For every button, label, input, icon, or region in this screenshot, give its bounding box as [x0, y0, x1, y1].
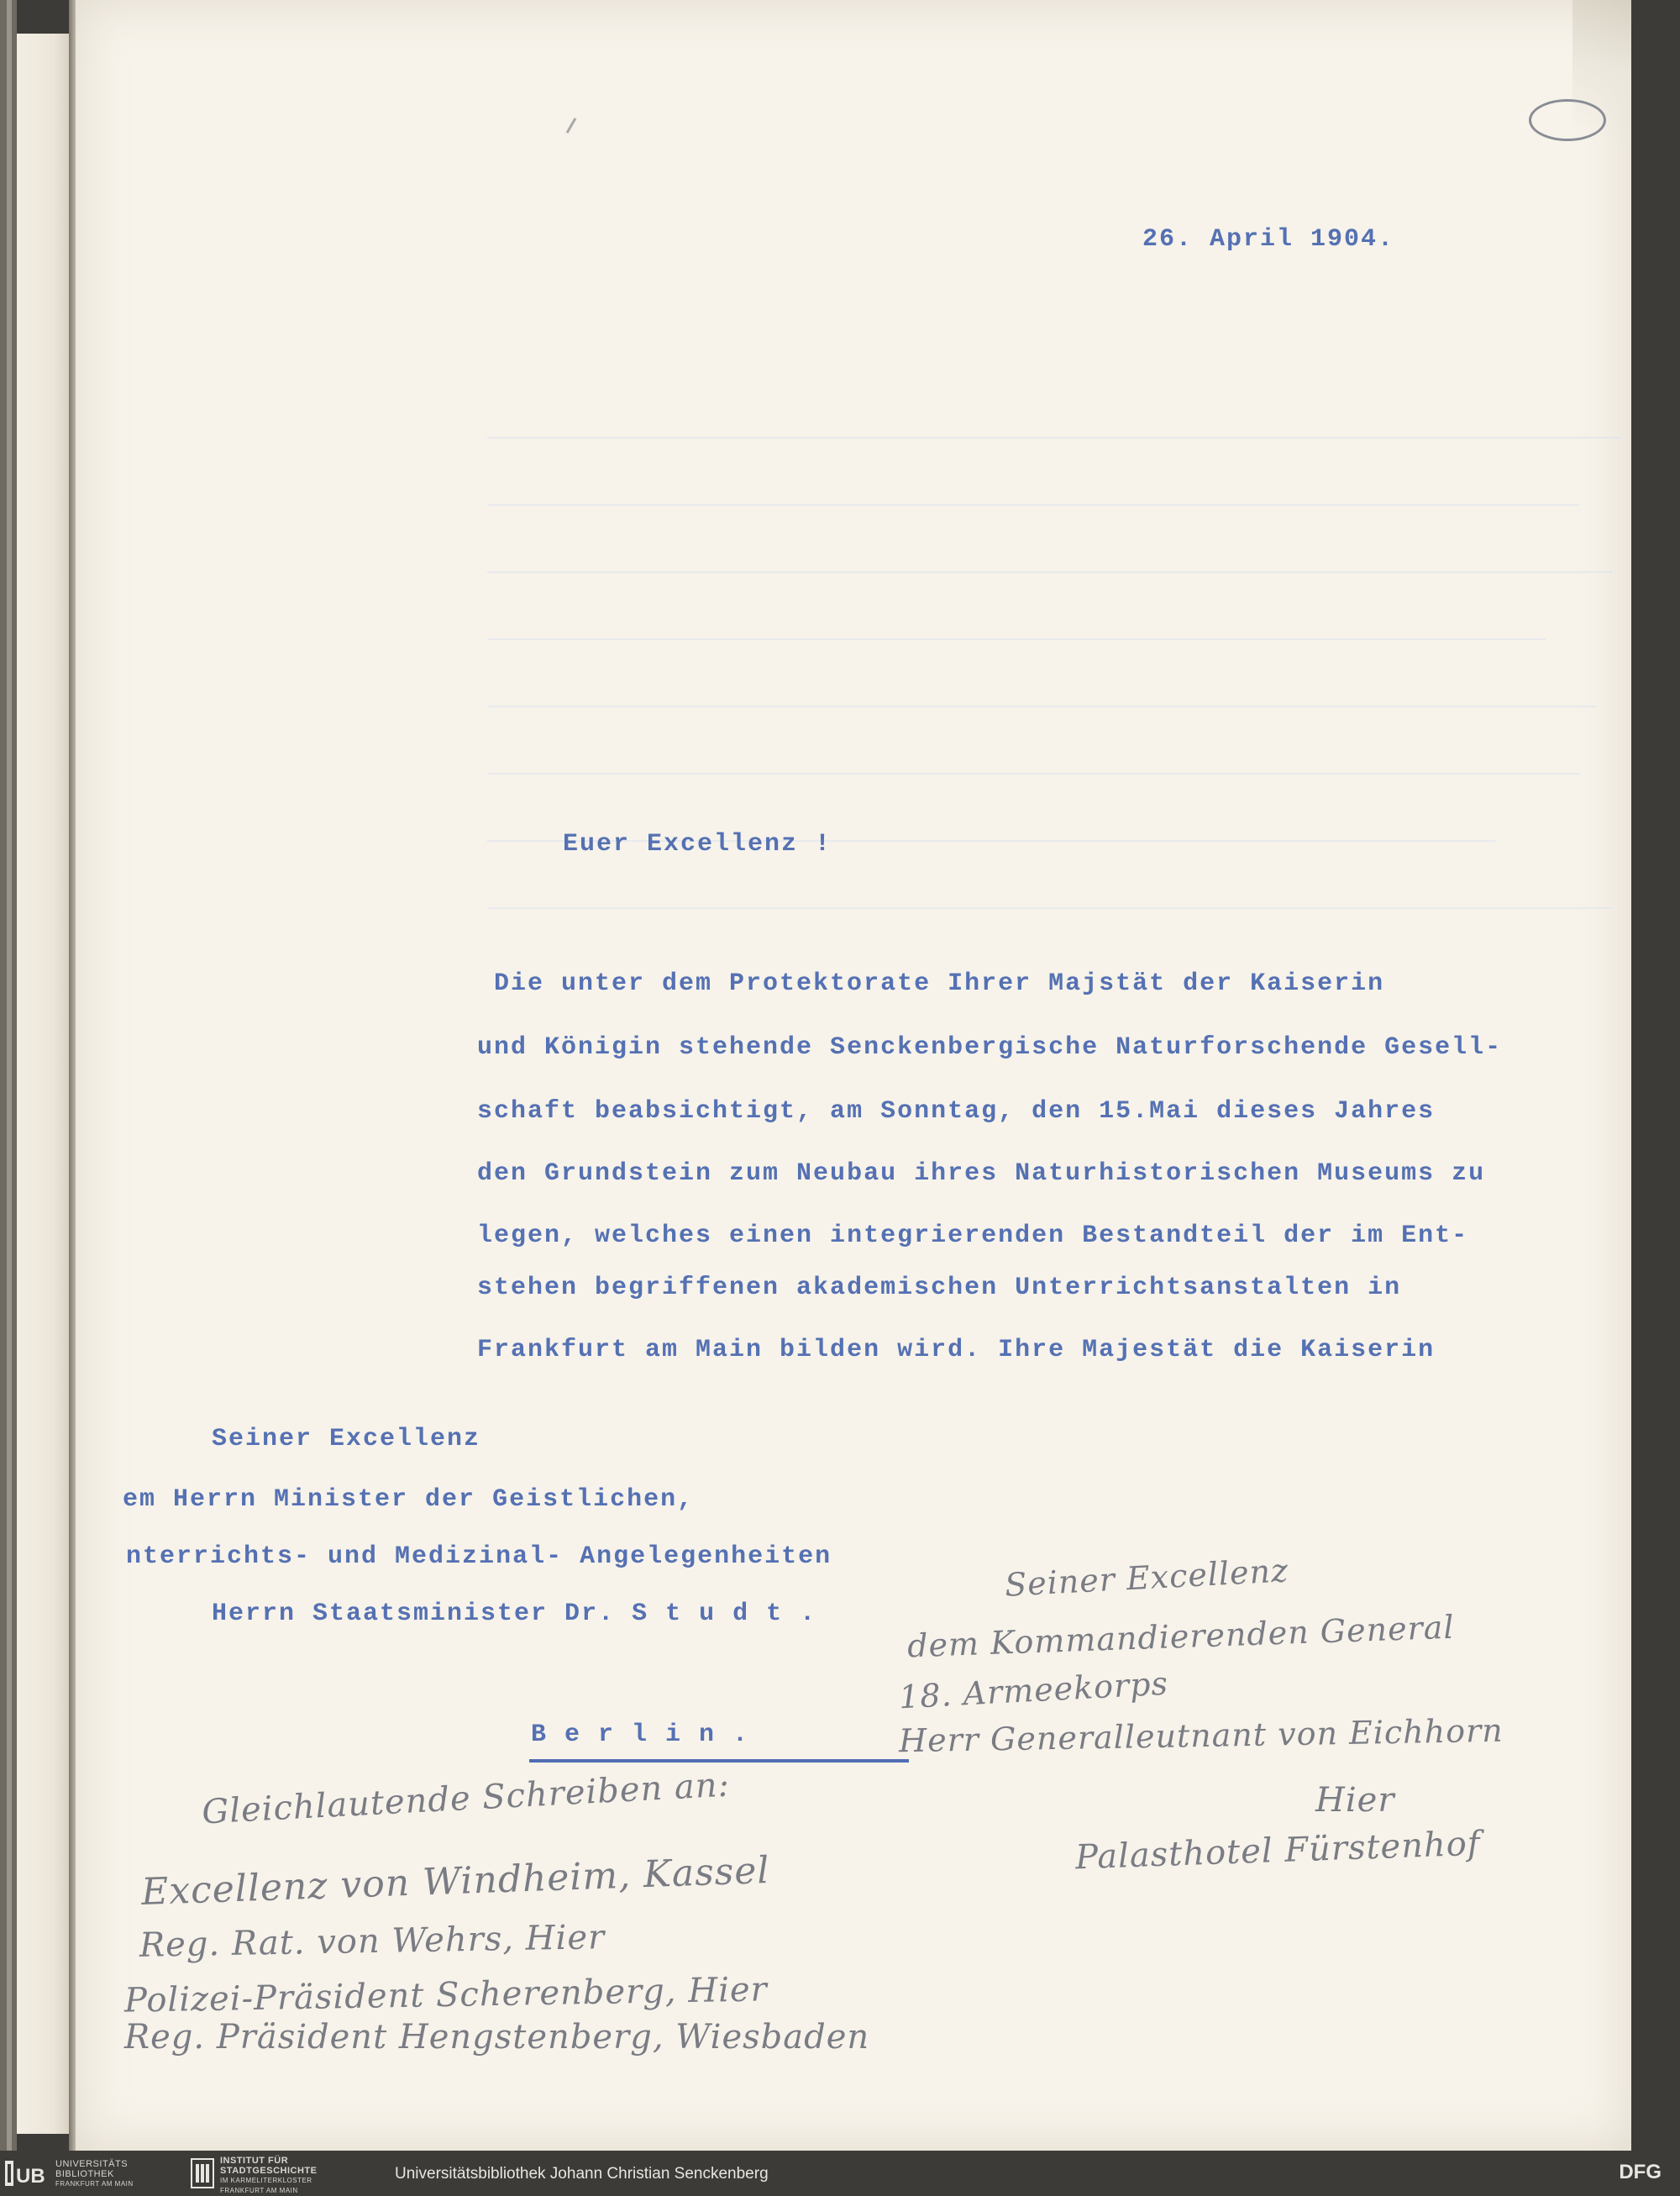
footer-text-line: FRANKFURT AM MAIN — [55, 2180, 134, 2188]
body-line: schaft beabsichtigt, am Sonntag, den 15.Mai dieses Jahres — [477, 1097, 1436, 1126]
handwritten-line: Excellenz von Windheim, Kassel — [140, 1848, 771, 1915]
handwritten-line: Hier — [1315, 1781, 1395, 1820]
ub-logo-text: UB — [16, 2165, 45, 2188]
body-line: und Königin stehende Senckenbergische Naturforschende Gesell- — [477, 1033, 1503, 1062]
institute-emblem-icon — [190, 2157, 215, 2189]
handwritten-line: Seiner Excellenz — [1004, 1552, 1290, 1604]
footer-text-line: STADTGESCHICHTE — [220, 2166, 318, 2176]
footer-text-line: UNIVERSITÄTS — [55, 2159, 129, 2169]
address-line: Herrn Staatsminister Dr. S t u d t . — [212, 1600, 817, 1628]
dfg-logo: DFG — [1619, 2161, 1662, 2183]
footer-text-line: IM KARMELITERKLOSTER — [220, 2177, 312, 2184]
pencil-mark — [566, 118, 577, 134]
footer-text-line: FRANKFURT AM MAIN — [220, 2187, 298, 2194]
university-library-logo-icon — [5, 2157, 50, 2189]
address-line: nterrichts- und Medizinal- Angelegenheiten — [126, 1542, 832, 1571]
archive-circle-mark — [1529, 99, 1606, 141]
body-line: stehen begriffenen akademischen Unterrichtsanstalten in — [477, 1274, 1402, 1302]
page-corner — [1572, 0, 1631, 168]
university-library-name — [55, 2159, 134, 2189]
adjacent-page-edge — [17, 34, 69, 2134]
handwritten-line: 18. Armeekorps — [898, 1664, 1169, 1716]
letter-date: 26. April 1904. — [1142, 225, 1395, 254]
handwritten-line: dem Kommandierenden General — [906, 1608, 1456, 1665]
handwritten-line: Palasthotel Fürstenhof — [1074, 1824, 1482, 1878]
handwritten-line: Polizei-Präsident Scherenberg, Hier — [123, 1970, 769, 2020]
footer-text-line: BIBLIOTHEK — [55, 2169, 114, 2179]
salutation: Euer Excellenz ! — [563, 830, 832, 859]
library-name-link[interactable]: Universitätsbibliothek Johann Christian Senckenberg — [395, 2165, 769, 2183]
viewer-footer — [0, 2151, 1680, 2196]
address-line: em Herrn Minister der Geistlichen, — [123, 1485, 695, 1514]
binding-edge — [0, 0, 17, 2151]
handwritten-line: Herr Generalleutnant von Eichhorn — [898, 1711, 1504, 1760]
page-shadow — [69, 0, 76, 2151]
letter-sheet — [76, 0, 1631, 2151]
place-name: B e r l i n . — [531, 1721, 750, 1749]
handwritten-line: Gleichlautende Schreiben an: — [201, 1765, 732, 1832]
underline-rule — [529, 1759, 909, 1763]
body-line: Frankfurt am Main bilden wird. Ihre Majestät die Kaiserin — [477, 1336, 1436, 1364]
body-line: legen, welches einen integrierenden Bestandteil der im Ent- — [477, 1221, 1469, 1250]
footer-text-line: INSTITUT FÜR — [220, 2156, 289, 2166]
address-line: Seiner Excellenz — [212, 1425, 481, 1453]
body-line: Die unter dem Protektorate Ihrer Majstät der Kaiserin — [494, 969, 1385, 998]
handwritten-line: Reg. Präsident Hengstenberg, Wiesbaden — [124, 2018, 870, 2057]
body-line: den Grundstein zum Neubau ihres Naturhistorischen Museums zu — [477, 1159, 1486, 1188]
handwritten-line: Reg. Rat. von Wehrs, Hier — [139, 1918, 606, 1965]
institute-name — [220, 2156, 317, 2196]
